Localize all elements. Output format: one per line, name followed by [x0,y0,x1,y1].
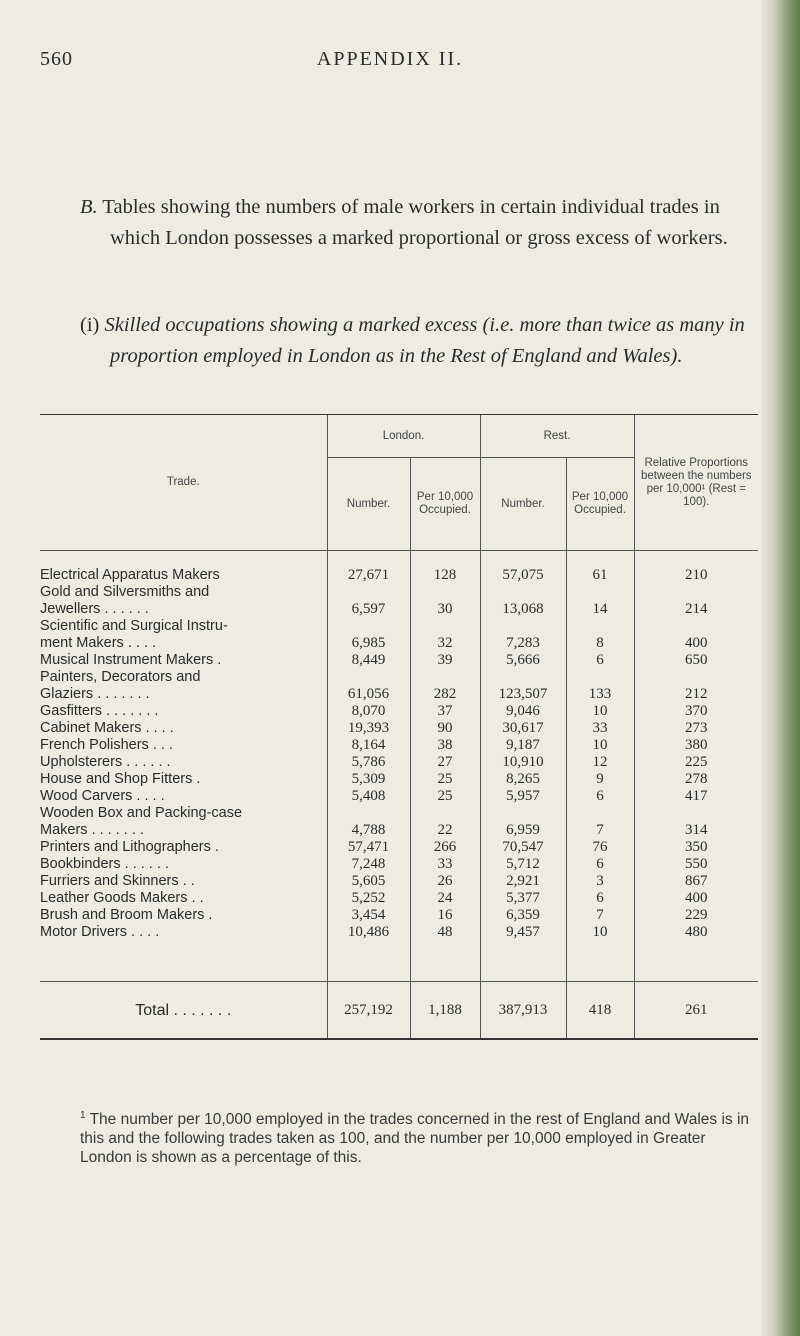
table-row [40,652,758,669]
relative: 650 [634,652,758,669]
london-per: 128 [410,551,480,585]
rest-number: 9,457 [480,924,566,941]
london-number: 10,486 [327,924,410,941]
rest-number [480,669,566,686]
rest-number: 9,187 [480,737,566,754]
rest-per: 14 [566,601,634,618]
london-number: 6,597 [327,601,410,618]
rest-per: 33 [566,720,634,737]
trade-name: Glaziers . . . . . . . [40,686,150,702]
rest-per: 10 [566,703,634,720]
page-number: 560 [40,48,73,70]
trade-name: ment Makers . . . . [40,635,157,651]
london-per: 38 [410,737,480,754]
table-body [40,551,758,982]
london-number: 27,671 [327,551,410,585]
relative: 212 [634,686,758,703]
total-rest-number: 387,913 [480,982,566,1040]
london-per: 22 [410,822,480,839]
relative: 550 [634,856,758,873]
relative: 278 [634,771,758,788]
rest-number: 8,265 [480,771,566,788]
london-number: 5,605 [327,873,410,890]
header-london: London. [327,415,480,458]
rest-number: 2,921 [480,873,566,890]
london-number: 5,408 [327,788,410,805]
london-number [327,669,410,686]
rest-number [480,584,566,601]
trade-name: French Polishers . . . [40,737,173,753]
london-per: 48 [410,924,480,941]
rest-number [480,618,566,635]
london-per [410,805,480,822]
trade-name: Jewellers . . . . . . [40,601,149,617]
london-number: 57,471 [327,839,410,856]
spacer-cell [410,941,480,982]
trade-name: Wooden Box and Packing-case [40,805,243,821]
rest-per: 61 [566,551,634,585]
london-per: 25 [410,771,480,788]
total-row [40,982,758,1040]
table-row [40,551,758,585]
intro-text: Tables showing the numbers of male workers in certain individual trades in which London possesses a marked proportional or gross excess of workers. [102,196,728,249]
london-per: 16 [410,907,480,924]
relative: 400 [634,890,758,907]
total-rest-per: 418 [566,982,634,1040]
relative [634,584,758,601]
rest-number: 70,547 [480,839,566,856]
header-london-number: Number. [327,458,410,551]
relative: 229 [634,907,758,924]
rest-number: 30,617 [480,720,566,737]
trade-name: Motor Drivers . . . . [40,924,160,940]
london-per: 33 [410,856,480,873]
london-number [327,805,410,822]
rest-per: 6 [566,788,634,805]
london-per: 90 [410,720,480,737]
section-label: B. [80,196,98,218]
table-row [40,839,758,856]
trade-name: Cabinet Makers . . . . [40,720,174,736]
rest-number: 13,068 [480,601,566,618]
total-label: Total . . . . . . . [40,982,327,1040]
relative: 210 [634,551,758,585]
rest-per: 7 [566,822,634,839]
footnote [80,1106,760,1167]
trade-name: Musical Instrument Makers . [40,652,222,668]
trades-table [40,414,758,1040]
rest-number: 9,046 [480,703,566,720]
trade-name: Scientific and Surgical Instru- [40,618,228,634]
london-per: 26 [410,873,480,890]
rest-number: 5,377 [480,890,566,907]
header-rest: Rest. [480,415,634,458]
header-rest-per: Per 10,000 Occupied. [566,458,634,551]
rest-number: 6,959 [480,822,566,839]
rest-number: 6,359 [480,907,566,924]
table-row [40,720,758,737]
table-row [40,771,758,788]
header-rest-number: Number. [480,458,566,551]
table-row [40,788,758,805]
relative: 314 [634,822,758,839]
rest-number: 5,712 [480,856,566,873]
london-number: 3,454 [327,907,410,924]
spacer-cell [327,941,410,982]
table-row [40,686,758,703]
table-row [40,890,758,907]
trade-name: Bookbinders . . . . . . [40,856,169,872]
relative: 370 [634,703,758,720]
london-per: 266 [410,839,480,856]
footnote-mark: 1 [80,1110,86,1121]
london-per [410,584,480,601]
rest-per: 6 [566,890,634,907]
total-london-number: 257,192 [327,982,410,1040]
relative: 480 [634,924,758,941]
trade-name: Printers and Lithographers . [40,839,219,855]
rest-per: 133 [566,686,634,703]
trade-name: House and Shop Fitters . [40,771,201,787]
table-row [40,924,758,941]
london-per: 24 [410,890,480,907]
trade-name: Electrical Apparatus Makers [40,567,220,583]
london-per [410,618,480,635]
table-row [40,873,758,890]
rest-number: 5,666 [480,652,566,669]
table-row [40,754,758,771]
rest-per [566,584,634,601]
london-number: 4,788 [327,822,410,839]
london-per: 32 [410,635,480,652]
relative: 225 [634,754,758,771]
trade-name: Wood Carvers . . . . [40,788,165,804]
total-london-per: 1,188 [410,982,480,1040]
trade-name: Leather Goods Makers . . [40,890,204,906]
spacer-cell [40,941,327,982]
london-number: 5,252 [327,890,410,907]
subheading-text: Skilled occupations showing a marked excess (i.e. more than twice as many in proportion employed in London as in the Rest of England and Wales). [104,314,745,367]
rest-per [566,805,634,822]
relative: 400 [634,635,758,652]
table-row [40,601,758,618]
relative [634,618,758,635]
relative: 380 [634,737,758,754]
london-number: 7,248 [327,856,410,873]
rest-number: 123,507 [480,686,566,703]
london-per: 37 [410,703,480,720]
london-per: 282 [410,686,480,703]
trade-name: Brush and Broom Makers . [40,907,213,923]
rest-number [480,805,566,822]
header-london-per: Per 10,000 Occupied. [410,458,480,551]
rest-per: 9 [566,771,634,788]
trade-name: Gold and Silversmiths and [40,584,210,600]
rest-per: 6 [566,856,634,873]
london-per: 39 [410,652,480,669]
london-number [327,584,410,601]
table-row [40,907,758,924]
relative [634,669,758,686]
london-number: 8,164 [327,737,410,754]
london-number [327,618,410,635]
running-head [40,48,740,78]
trade-name: Gasfitters . . . . . . . [40,703,159,719]
table-row [40,822,758,839]
london-number: 8,070 [327,703,410,720]
running-head-title: APPENDIX II. [316,48,464,70]
rest-per: 12 [566,754,634,771]
relative: 350 [634,839,758,856]
table-row [40,805,758,822]
table-row [40,669,758,686]
rest-per: 7 [566,907,634,924]
rest-per: 3 [566,873,634,890]
spacer-cell [566,941,634,982]
rest-per: 10 [566,737,634,754]
trade-name: Makers . . . . . . . [40,822,144,838]
relative: 214 [634,601,758,618]
trade-name: Furriers and Skinners . . [40,873,195,889]
subheading [80,310,760,372]
table-row [40,856,758,873]
rest-per [566,618,634,635]
rest-number: 5,957 [480,788,566,805]
rest-number: 7,283 [480,635,566,652]
london-number: 6,985 [327,635,410,652]
trade-name: Painters, Decorators and [40,669,201,685]
table-row [40,737,758,754]
london-per: 30 [410,601,480,618]
rest-per: 6 [566,652,634,669]
table-row [40,635,758,652]
london-number: 19,393 [327,720,410,737]
rest-number: 57,075 [480,551,566,585]
header-trade: Trade. [40,415,327,551]
london-per: 27 [410,754,480,771]
rest-per: 10 [566,924,634,941]
table-row [40,703,758,720]
table-row [40,584,758,601]
spacer-cell [634,941,758,982]
table-spacer [40,941,758,982]
london-number: 5,309 [327,771,410,788]
rest-per [566,669,634,686]
subheading-label: (i) [80,314,100,336]
relative: 273 [634,720,758,737]
relative: 867 [634,873,758,890]
table-row [40,618,758,635]
trade-name: Upholsterers . . . . . . [40,754,171,770]
london-number: 5,786 [327,754,410,771]
rest-per: 8 [566,635,634,652]
london-number: 8,449 [327,652,410,669]
page-edge [762,0,800,1336]
relative: 417 [634,788,758,805]
header-relative: Relative Proportions between the numbers per 10,000¹ (Rest = 100). [634,415,758,551]
total-relative: 261 [634,982,758,1040]
london-per: 25 [410,788,480,805]
footnote-text: The number per 10,000 employed in the trades concerned in the rest of England and Wales is in this and the following trades taken as 100, and the number per 10,000 employed in Greater London is shown as a percentage of this. [80,1111,750,1167]
spacer-cell [480,941,566,982]
london-number: 61,056 [327,686,410,703]
rest-per: 76 [566,839,634,856]
relative [634,805,758,822]
london-per [410,669,480,686]
intro-paragraph [80,192,760,254]
rest-number: 10,910 [480,754,566,771]
